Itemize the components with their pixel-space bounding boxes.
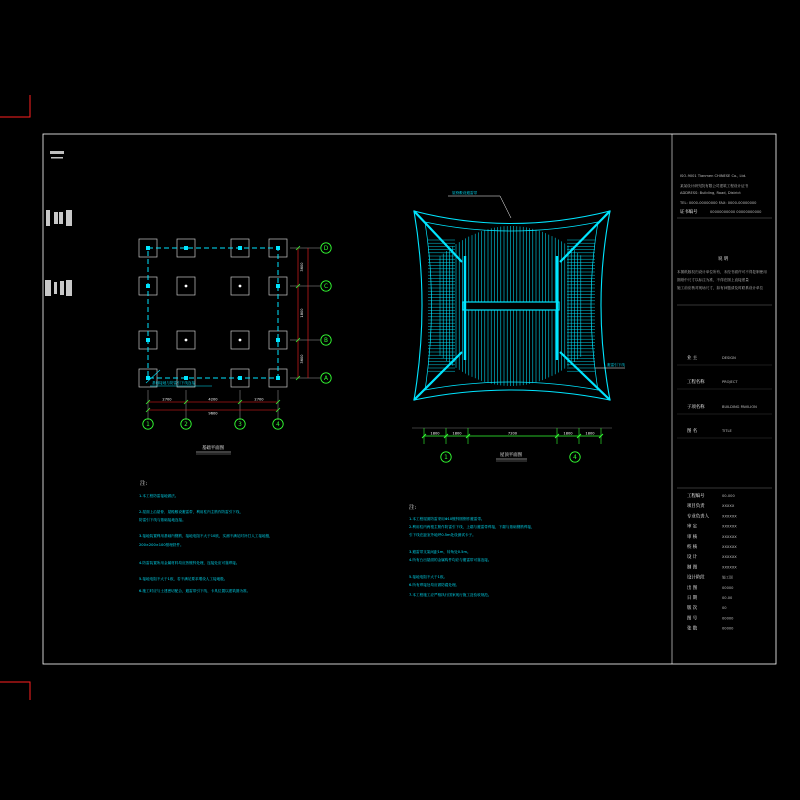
title-block-line: ISO-9001 Tianmen CHINESE Co., Ltd. — [680, 174, 747, 178]
field-value: TITLE — [722, 429, 732, 433]
ring-node — [146, 246, 150, 250]
ring-node — [184, 246, 188, 250]
cert-value: 00000000000 00000000000 — [710, 210, 762, 214]
grid-number: 1 — [444, 455, 448, 462]
dimension-label: 1800 — [430, 431, 440, 436]
grid-number: 2 — [184, 422, 188, 429]
section-label: 说 明 — [718, 257, 729, 262]
notes-left — [139, 479, 273, 593]
note-left-line: 6.施工时应与土建密切配合，避雷带引下线、卡具位置以建筑图为准。 — [139, 589, 251, 593]
dimension-total: 9600 — [208, 411, 218, 416]
field-value: PROJECT — [722, 380, 738, 384]
signature-label: 项目负责 — [687, 504, 705, 510]
dimension-label: 2700 — [254, 397, 264, 402]
note-right-line: 3.避雷带支架间距1m，转角处0.5m。 — [409, 550, 471, 554]
note-left-line: 5.接地电阻不大于1欧，若不满足要求增设人工接地极。 — [139, 577, 228, 581]
signature-value: 施工图 — [722, 575, 733, 580]
title-block-line: TEL: 0000-00000000 FAX: 0000-00000000 — [680, 201, 757, 205]
signature-label: 张 数 — [687, 626, 698, 632]
grid-letter: D — [323, 246, 329, 253]
signature-label: 日 期 — [687, 596, 698, 601]
field-value: BUILDING PAVILION — [722, 405, 757, 409]
signature-value: 00-000 — [722, 494, 735, 498]
roof-callout-right: 避雷引下线 — [607, 363, 625, 367]
ring-node — [276, 284, 280, 288]
field-label: 子项名称 — [687, 405, 705, 410]
field-label: 图 名 — [687, 429, 698, 434]
dimension-label-vertical: 1800 — [300, 308, 304, 318]
grid-number: 4 — [573, 455, 577, 462]
column-dot — [185, 339, 188, 342]
signature-value: 00000 — [722, 626, 734, 631]
note-left-line: 200×200×100预埋铁件。 — [139, 543, 184, 547]
grid-letter: A — [324, 376, 328, 383]
dimension-label: 4200 — [208, 397, 218, 402]
ring-node — [238, 376, 242, 380]
signature-label: 版 次 — [687, 606, 698, 612]
signature-value: XXXXXX — [722, 565, 737, 570]
side-mark-group — [45, 210, 72, 296]
ring-node — [146, 338, 150, 342]
grid-number: 3 — [238, 422, 242, 429]
grid-number: 4 — [276, 422, 280, 429]
crop-mark-top — [0, 95, 30, 117]
dimension-label: 1800 — [585, 431, 595, 436]
signature-value: 00000 — [722, 616, 734, 621]
ring-node — [276, 246, 280, 250]
signature-value: 00.00 — [722, 596, 733, 600]
note-left-line: 1.本工程防雷接地做法。 — [139, 494, 179, 498]
note-right-line: 1.本工程屋面防雷采用Φ10镀锌圆钢作避雷带。 — [409, 517, 485, 521]
note-left-line: 3.接地装置利用基础内钢筋，接地电阻不大于10欧，实测不满足时补打人工接地极， — [139, 534, 273, 538]
field-label: 工程名称 — [687, 380, 705, 385]
column-dot — [239, 339, 242, 342]
section-line: 施工前应核对现场尺寸，如有问题请及时联系设计单位 — [677, 286, 764, 290]
signature-label: 专业负责人 — [687, 514, 709, 520]
roof-plan — [412, 190, 625, 462]
signature-label: 校 核 — [687, 545, 698, 550]
title-block-line: 某某设计研究院有限公司建筑工程设计证书 — [680, 184, 749, 188]
note-right-line: 5.接地电阻不大于1欧。 — [409, 575, 448, 579]
signature-value: XXXXXX — [722, 524, 737, 529]
note-left-line: 防雷引下线与基础接地连接。 — [139, 518, 186, 522]
signature-value: XXXXXX — [722, 545, 737, 549]
dimension-label-vertical: 3600 — [300, 354, 304, 364]
corner-label — [50, 151, 64, 159]
foundation-plan-title: 基础平面图 — [202, 446, 224, 451]
section-line: 本图纸版权归设计单位所有，未经书面许可不得复制使用 — [677, 270, 767, 274]
ring-node — [238, 246, 242, 250]
note-right-line: 7.本工程施工应严格执行国家现行施工及验收规范。 — [409, 593, 492, 597]
signature-label: 审 定 — [687, 524, 698, 530]
signature-label: 图 号 — [687, 616, 698, 622]
signature-value: 00000 — [722, 585, 734, 590]
signature-value: XXXXXX — [722, 514, 737, 519]
crop-marks — [0, 95, 30, 700]
signature-value: XXXXX — [722, 504, 735, 509]
roof-callout-top: 屋脊敷设避雷带 — [452, 191, 478, 195]
column-dot — [185, 285, 188, 288]
roof-plan-title: 屋顶平面图 — [500, 453, 522, 458]
ring-node — [146, 376, 150, 380]
notes-right — [409, 503, 535, 597]
grounding-ring — [148, 248, 278, 378]
notes-left-heading: 注: — [140, 481, 148, 487]
signature-label: 审 核 — [687, 534, 698, 540]
note-right-line: 6.所有焊接处均应做防腐处理。 — [409, 583, 460, 587]
crop-mark-bottom — [0, 682, 30, 700]
callout-leader — [500, 196, 511, 218]
note-right-line: 4.所有凸出屋面的金属构件均应与避雷带可靠连接。 — [409, 558, 492, 562]
title-block-line: ADDRESS: Building, Road, District — [680, 191, 741, 195]
signature-label: 设计阶段 — [687, 575, 705, 581]
title-block — [677, 174, 772, 632]
main-ridge — [463, 302, 559, 310]
signature-label: 工程编号 — [687, 494, 705, 499]
ring-node — [276, 376, 280, 380]
grid-letter: C — [323, 284, 329, 291]
ring-node — [146, 284, 150, 288]
note-left-line: 2.屋面上沿屋脊、屋檐敷设避雷带，利用柱内主筋作防雷引下线， — [139, 510, 244, 514]
hip-ridge — [414, 211, 462, 262]
notes-right-heading: 注: — [409, 505, 417, 511]
hip-ridge — [560, 211, 610, 262]
dimension-label: 1800 — [452, 431, 462, 436]
grid-letter: B — [324, 338, 328, 345]
ring-node — [184, 376, 188, 380]
field-label: 业 主 — [687, 356, 698, 361]
dimension-label-vertical: 3600 — [300, 262, 304, 272]
foundation-plan — [139, 239, 331, 454]
cert-label: 证书编号 — [680, 210, 698, 215]
ring-node — [276, 338, 280, 342]
signature-value: XXXXXX — [722, 534, 737, 539]
column-dot — [239, 285, 242, 288]
grid-number: 1 — [146, 422, 150, 429]
note-left-line: 4.防雷装置所用金属材料均应热镀锌处理，连接处应可靠焊接。 — [139, 561, 240, 565]
signature-label: 设 计 — [687, 555, 698, 561]
signature-label: 制 图 — [687, 565, 698, 571]
dimension-label: 1800 — [563, 431, 573, 436]
foundation-callout: 基础接地与防雷引下线连接 — [152, 381, 196, 385]
note-right-line: 引下线在距室外地坪0.5m处设测试卡子。 — [409, 533, 476, 537]
signature-value: 00 — [722, 606, 727, 611]
dimension-label: 7200 — [507, 431, 518, 436]
dimension-label: 2700 — [162, 397, 172, 402]
note-right-line: 2.利用柱内两根主筋作防雷引下线，上端与避雷带焊接，下端与基础钢筋焊接， — [409, 525, 535, 529]
field-value: DESIGN — [722, 356, 736, 360]
signature-label: 出 图 — [687, 585, 698, 591]
signature-value: XXXXXX — [722, 555, 737, 560]
section-line: 图纸中尺寸以标注为准，不得在图上直接度量 — [677, 278, 749, 282]
